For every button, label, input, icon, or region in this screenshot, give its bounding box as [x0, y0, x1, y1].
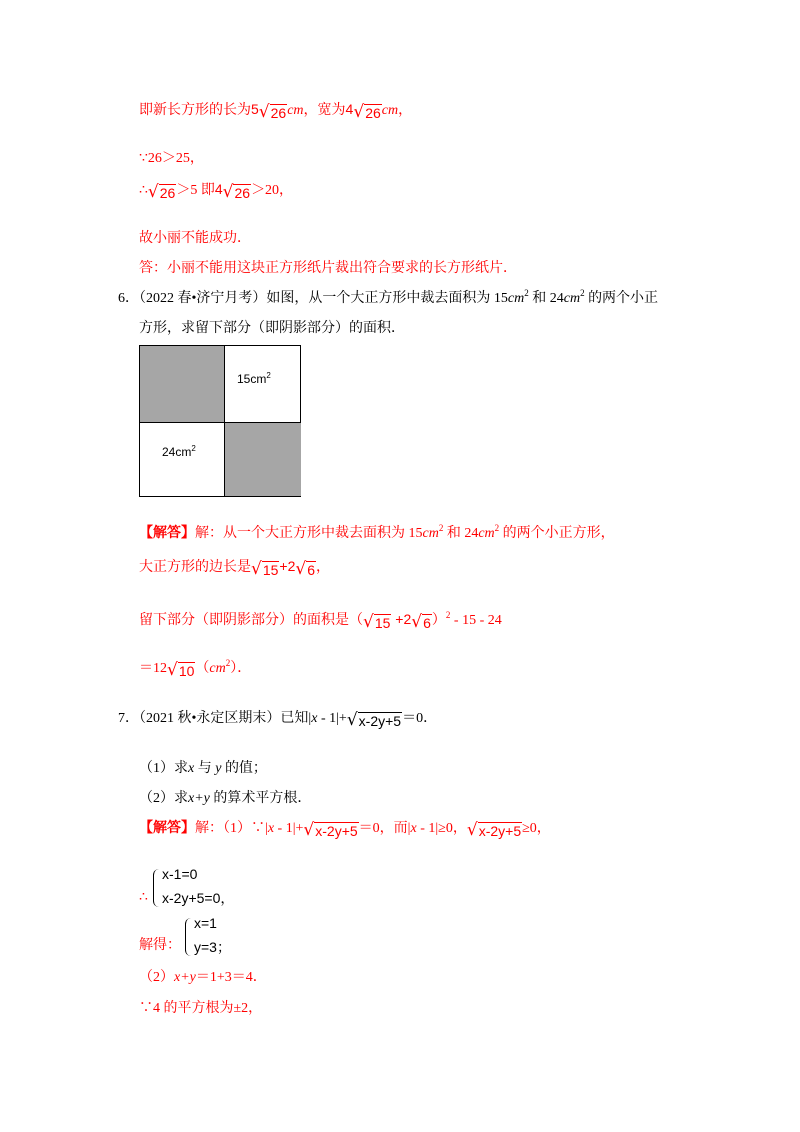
sqrt-26: √ 26	[353, 102, 381, 122]
sqrt-15: √ 15	[363, 612, 391, 632]
question-7-solution-last: ∵4 的平方根为±2，	[139, 1001, 263, 1016]
question-7-part1: （1）求x 与 y 的值；	[139, 761, 267, 776]
question-6-solution-line3: 留下部分（即阴影部分）的面积是（ √ 15 +2 √ 6 ）$^2$ - 15 - 24	[139, 610, 502, 632]
sqrt-26: √ 26	[147, 182, 176, 202]
question-7-solution-part2: （2）x+y＝1+3＝4．	[139, 970, 267, 985]
sqrt-15: √ 15	[251, 559, 279, 579]
question-7-part2: （2）求x+y 的算术平方根．	[139, 791, 312, 806]
solve-label: 解得：	[139, 938, 181, 953]
question-6-line1: 6．（2022 春•济宁月考）如图，从一个大正方形中裁去面积为 $15cm^2$ 和 $24cm^2$ 的两个小正	[118, 288, 659, 306]
squares-figure	[139, 345, 301, 497]
sqrt-expression: √ x-2y+5	[303, 820, 358, 840]
question-7-line1: 7．（2021 秋•永定区期末）已知|x - 1|+ √ x-2y+5 ＝0．	[118, 710, 438, 730]
answer-final: 答：小丽不能用这块正方形纸片裁出符合要求的长方形纸片．	[139, 261, 517, 276]
sqrt-expression: √ x-2y+5	[466, 820, 522, 840]
shaded-region-top-left	[140, 346, 225, 423]
question-6-line2: 方形，求留下部分（即阴影部分）的面积．	[139, 321, 405, 336]
brace-icon	[185, 918, 191, 956]
square-15: $15cm^2$	[225, 346, 301, 423]
answer-conclusion: 故小丽不能成功．	[139, 231, 251, 246]
therefore-symbol: ∴	[139, 890, 148, 905]
sqrt-10: √ 10	[167, 660, 195, 680]
equation-system-2: x=1 y=3；	[182, 915, 262, 961]
question-6-solution-line4: ＝12 √ 10 $(cm^2)$．	[139, 658, 252, 680]
solution-tag: 【解答】	[139, 821, 195, 836]
question-6-solution-line2: 大正方形的边长是 √ 15 +2 √ 6 ，	[139, 558, 331, 579]
question-6-solution-line1: 【解答】解：从一个大正方形中裁去面积为 $15cm^2$ 和 $24cm^2$ 的两个小正方形，	[139, 523, 615, 541]
sqrt-6: √ 6	[295, 559, 316, 579]
square-24: $24cm^2$	[140, 423, 225, 496]
answer-line-new-rectangle: 即新长方形的长为5 √ 26 cm，宽为4 √ 26 cm，	[139, 101, 413, 122]
solution-tag: 【解答】	[139, 526, 195, 541]
answer-line-compare: ∵26＞25，	[139, 151, 204, 166]
brace-icon	[153, 869, 159, 907]
sqrt-6: √ 6	[411, 612, 431, 632]
answer-line-therefore: ∴ √ 26 ＞5 即4 √ 26 ＞20，	[139, 181, 294, 202]
sqrt-26: √ 26	[222, 182, 251, 202]
shaded-region-bottom-right	[225, 423, 301, 496]
sqrt-expression: √ x-2y+5	[346, 710, 402, 730]
question-7-solution-line1: 【解答】解：（1）∵|x - 1|+ √ x-2y+5 ＝0，而|x - 1|≥0， √ x-2y+5 ≥0，	[139, 820, 551, 840]
equation-system-1: x-1=0 x-2y+5=0，	[150, 866, 270, 912]
sqrt-26: √ 26	[258, 102, 287, 122]
